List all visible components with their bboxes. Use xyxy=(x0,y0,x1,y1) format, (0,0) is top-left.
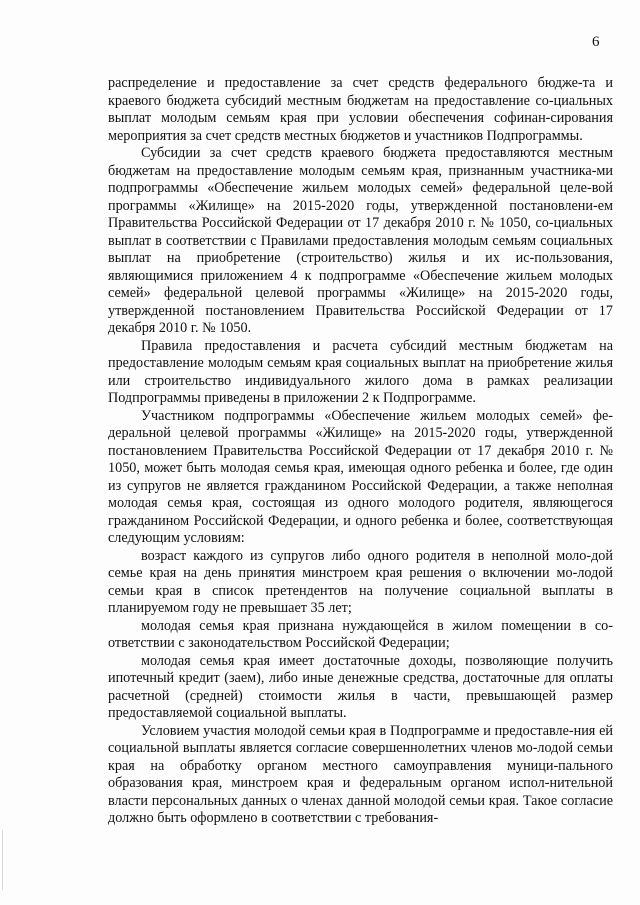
page-number: 6 xyxy=(592,34,600,50)
paragraph-7: молодая семья края имеет достаточные доходы, позволяющие получить ипотечный кредит (заем), либо иные денежные средства, достаточные для оплаты расчетной (средней) стоимости жилья в части, превышающей размер предоставляемой социальной выплаты. xyxy=(108,652,613,721)
paragraph-1: распределение и предоставление за счет средств федерального бюдже-та и краевого бюджета субсидий местным бюджетам на предоставление со-циальных выплат молодым семьям края при условии обеспечения софинан-сирования мероприятия за счет средств местных бюджетов и участников Подпрограммы. xyxy=(108,75,613,144)
document-body xyxy=(108,75,613,828)
paragraph-6: молодая семья края признана нуждающейся в жилом помещении в со-ответствии с законодательством Российской Федерации; xyxy=(108,617,613,651)
paragraph-2: Субсидии за счет средств краевого бюджета предоставляются местным бюджетам на предоставление молодым семьям края, признанным участника-ми подпрограммы «Обеспечение жильем молодых семей» федеральной целе-вой программы «Жилище» на 2015-2020 годы, утвержденной постановлени-ем Правительства Российской Федерации от 17 декабря 2010 г. № 1050, со-циальных выплат в соответствии с Правилами предоставления молодым семьям социальных выплат на приобретение (строительство) жилья и их ис-пользования, являющимися приложением 4 к подпрограмме «Обеспечение жильем молодых семей» федеральной целевой программы «Жилище» на 2015-2020 годы, утвержденной постановлением Правительства Российской Федерации от 17 декабря 2010 г. № 1050. xyxy=(108,145,613,336)
paragraph-8: Условием участия молодой семьи края в Подпрограмме и предоставле-ния ей социальной выплаты является согласие совершеннолетних членов мо-лодой семьи края на обработку органом местного самоуправления муници-пального образования края, минстроем края и федеральным органом испол-нительной власти персональных данных о членах данной молодой семьи края. Такое согласие должно быть оформлено в соответствии с требования- xyxy=(108,722,613,826)
paragraph-4: Участником подпрограммы «Обеспечение жильем молодых семей» фе-деральной целевой программы «Жилище» на 2015-2020 годы, утвержденной постановлением Правительства Российской Федерации от 17 декабря 2010 г. № 1050, может быть молодая семья края, имеющая одного ребенка и более, где один из супругов не является гражданином Российской Федерации, а также неполная молодая семья края, состоящая из одного молодого родителя, являющегося гражданином Российской Федерации, и одного ребенка и более, соответствующая следующим условиям: xyxy=(108,407,613,546)
scan-edge-line xyxy=(2,830,3,890)
paragraph-3: Правила предоставления и расчета субсидий местным бюджетам на предоставление молодым семьям края социальных выплат на приобретение жилья или строительство индивидуального жилого дома в рамках реализации Подпрограммы приведены в приложении 2 к Подпрограмме. xyxy=(108,337,613,406)
paragraph-5: возраст каждого из супругов либо одного родителя в неполной моло-дой семье края на день принятия минстроем края решения о включении мо-лодой семьи края в список претендентов на получение социальной выплаты в планируемом году не превышает 35 лет; xyxy=(108,547,613,616)
